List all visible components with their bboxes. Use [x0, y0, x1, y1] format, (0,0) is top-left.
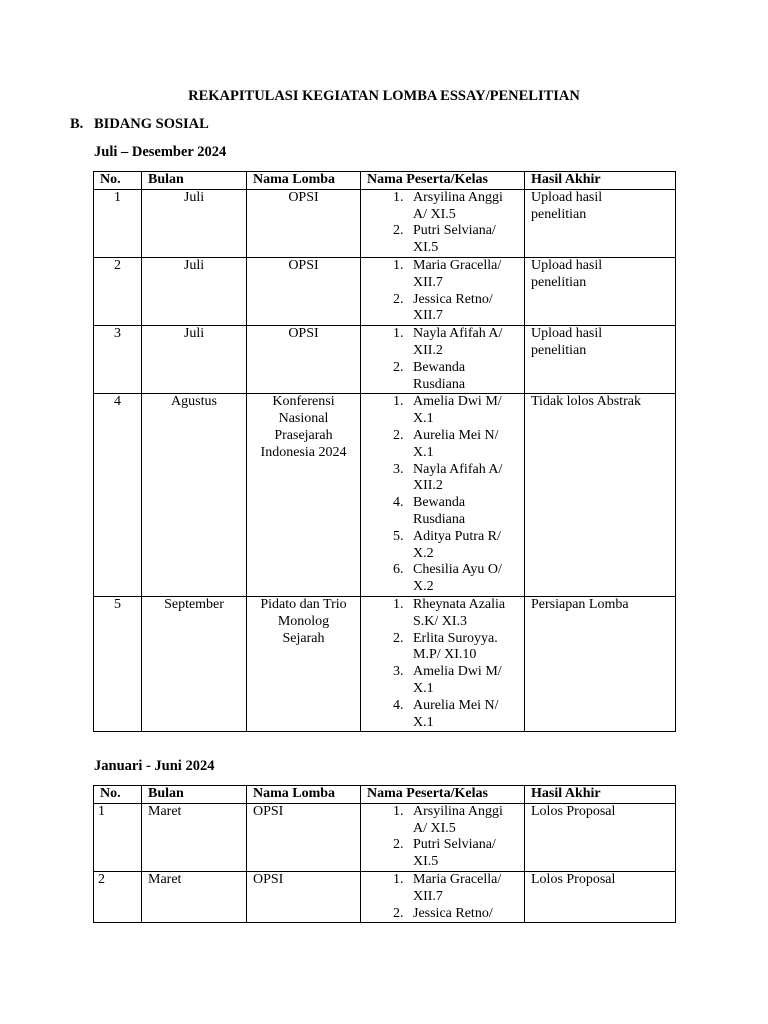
col-header-bulan: Bulan: [142, 172, 247, 190]
cell-line: XII.2: [413, 342, 443, 358]
participant-item: [367, 462, 518, 496]
cell-bulan: Juli: [142, 257, 247, 325]
participant-number: 2.: [393, 630, 404, 646]
col-header-no: No.: [94, 786, 142, 804]
participant-number: 2.: [393, 223, 404, 239]
cell-peserta: [361, 326, 525, 394]
cell-line: X.1: [413, 680, 434, 696]
participant-number: 6.: [393, 562, 404, 578]
cell-peserta: [361, 803, 525, 871]
participant-number: 5.: [393, 528, 404, 544]
table-row: [94, 803, 676, 871]
cell-line: Maria Gracella/: [413, 257, 502, 273]
participant-list: [367, 258, 518, 325]
cell-line: Upload hasil: [531, 257, 603, 273]
participant-list: [367, 804, 518, 871]
participant-item: [367, 872, 518, 906]
cell-line: Nasional: [278, 411, 329, 427]
participant-number: 1.: [393, 257, 404, 273]
cell-line: X.1: [413, 714, 434, 730]
cell-nama-lomba: OPSI: [247, 871, 361, 922]
cell-bulan: Juli: [142, 326, 247, 394]
cell-peserta: [361, 189, 525, 257]
participant-list: [367, 326, 518, 393]
table-row: [94, 871, 676, 922]
cell-nama-lomba: [247, 596, 361, 731]
cell-nama-lomba: [247, 394, 361, 597]
cell-bulan: Agustus: [142, 394, 247, 597]
cell-hasil-akhir: [525, 394, 676, 597]
participant-number: 3.: [393, 461, 404, 477]
cell-peserta: [361, 871, 525, 922]
cell-line: S.K/ XI.3: [413, 613, 468, 629]
cell-line: Upload hasil: [531, 189, 603, 205]
cell-line: Putri Selviana/: [413, 223, 496, 239]
competition-table: [93, 785, 676, 923]
cell-bulan: Maret: [142, 803, 247, 871]
participant-number: 4.: [393, 495, 404, 511]
participant-item: [367, 292, 518, 326]
participant-number: 1.: [393, 394, 404, 410]
participant-number: 4.: [393, 697, 404, 713]
section-title: BIDANG SOSIAL: [94, 116, 209, 132]
participant-item: [367, 360, 518, 394]
participant-list: [367, 190, 518, 257]
col-header-no: No.: [94, 172, 142, 190]
cell-line: penelitian: [531, 274, 587, 290]
cell-line: Lolos Proposal: [531, 803, 616, 819]
participant-number: 2.: [393, 905, 404, 921]
cell-line: Pidato dan Trio: [260, 596, 347, 612]
cell-line: Arsyilina Anggi: [413, 803, 503, 819]
cell-no: 2: [94, 871, 142, 922]
cell-nama-lomba: OPSI: [247, 803, 361, 871]
cell-line: XII.7: [413, 274, 443, 290]
cell-line: Aurelia Mei N/: [413, 427, 499, 443]
cell-hasil-akhir: [525, 871, 676, 922]
participant-number: 2.: [393, 837, 404, 853]
cell-line: Monolog: [277, 613, 330, 629]
participant-item: [367, 529, 518, 563]
cell-line: Tidak lolos Abstrak: [531, 394, 641, 410]
cell-no: 5: [94, 596, 142, 731]
participant-item: [367, 428, 518, 462]
table-header-row: [94, 786, 676, 804]
participant-item: [367, 664, 518, 698]
cell-line: X.2: [413, 579, 434, 595]
cell-line: Aditya Putra R/: [413, 528, 501, 544]
cell-line: Bewanda: [413, 495, 466, 511]
cell-line: Jessica Retno/: [413, 291, 493, 307]
cell-line: A/ XI.5: [413, 206, 456, 222]
cell-line: Putri Selviana/: [413, 837, 496, 853]
col-header-bulan: Bulan: [142, 786, 247, 804]
cell-line: Arsyilina Anggi: [413, 189, 503, 205]
table-row: [94, 189, 676, 257]
cell-line: XII.7: [413, 888, 443, 904]
cell-nama-lomba: OPSI: [247, 189, 361, 257]
cell-line: penelitian: [531, 342, 587, 358]
cell-line: Amelia Dwi M/: [413, 664, 502, 680]
cell-hasil-akhir: [525, 189, 676, 257]
participant-item: [367, 562, 518, 596]
cell-no: 1: [94, 189, 142, 257]
participant-item: [367, 495, 518, 529]
participant-item: [367, 631, 518, 665]
participant-list: [367, 597, 518, 731]
cell-line: Bewanda: [413, 359, 466, 375]
participant-item: [367, 394, 518, 428]
participant-number: 1.: [393, 189, 404, 205]
cell-line: X.1: [413, 411, 434, 427]
cell-bulan: Maret: [142, 871, 247, 922]
section-heading: [70, 116, 209, 133]
cell-line: Aurelia Mei N/: [413, 697, 499, 713]
col-header-nama-lomba: Nama Lomba: [247, 172, 361, 190]
cell-line: XI.5: [413, 854, 439, 870]
table-row: [94, 326, 676, 394]
participant-item: [367, 223, 518, 257]
table-row: [94, 394, 676, 597]
participant-item: [367, 258, 518, 292]
col-header-nama-lomba: Nama Lomba: [247, 786, 361, 804]
cell-nama-lomba: OPSI: [247, 257, 361, 325]
participant-item: [367, 326, 518, 360]
cell-line: Rusdiana: [413, 376, 466, 392]
col-header-peserta: Nama Peserta/Kelas: [361, 172, 525, 190]
cell-line: Nayla Afifah A/: [413, 461, 503, 477]
page-title: REKAPITULASI KEGIATAN LOMBA ESSAY/PENELITIAN: [188, 88, 580, 104]
cell-line: Sejarah: [282, 630, 325, 646]
cell-line: Erlita Suroyya.: [413, 630, 498, 646]
participant-item: [367, 906, 518, 923]
participant-number: 3.: [393, 664, 404, 680]
cell-bulan: September: [142, 596, 247, 731]
cell-line: Jessica Retno/: [413, 905, 493, 921]
participant-number: 2.: [393, 359, 404, 375]
cell-line: X.2: [413, 545, 434, 561]
cell-no: 1: [94, 803, 142, 871]
participant-number: 1.: [393, 326, 404, 342]
participant-number: 2.: [393, 427, 404, 443]
cell-line: XII.7: [413, 308, 443, 324]
cell-line: Upload hasil: [531, 326, 603, 342]
cell-no: 3: [94, 326, 142, 394]
participant-list: [367, 394, 518, 596]
participant-item: [367, 190, 518, 224]
cell-line: Prasejarah: [274, 427, 333, 443]
col-header-hasil: Hasil Akhir: [525, 786, 676, 804]
cell-hasil-akhir: [525, 326, 676, 394]
cell-line: X.1: [413, 444, 434, 460]
participant-item: [367, 804, 518, 838]
participant-number: 1.: [393, 596, 404, 612]
cell-bulan: Juli: [142, 189, 247, 257]
participant-item: [367, 837, 518, 871]
section-letter: B.: [70, 116, 84, 132]
participant-number: 1.: [393, 871, 404, 887]
cell-line: Maria Gracella/: [413, 871, 502, 887]
cell-line: Amelia Dwi M/: [413, 394, 502, 410]
cell-line: Rusdiana: [413, 511, 466, 527]
table-body: [94, 803, 676, 923]
col-header-hasil: Hasil Akhir: [525, 172, 676, 190]
participant-number: 1.: [393, 803, 404, 819]
cell-line: Rheynata Azalia: [413, 596, 506, 612]
cell-no: 4: [94, 394, 142, 597]
competition-table: [93, 171, 676, 732]
cell-line: penelitian: [531, 206, 587, 222]
cell-line: XII.2: [413, 478, 443, 494]
cell-peserta: [361, 596, 525, 731]
table-row: [94, 257, 676, 325]
cell-line: Nayla Afifah A/: [413, 326, 503, 342]
cell-line: Persiapan Lomba: [531, 596, 629, 612]
cell-line: A/ XI.5: [413, 820, 456, 836]
cell-no: 2: [94, 257, 142, 325]
col-header-peserta: Nama Peserta/Kelas: [361, 786, 525, 804]
cell-line: Lolos Proposal: [531, 871, 616, 887]
cell-hasil-akhir: [525, 596, 676, 731]
period-heading: Juli – Desember 2024: [94, 144, 227, 160]
table-row: [94, 596, 676, 731]
cell-line: Konferensi: [272, 394, 335, 410]
participant-list: [367, 872, 518, 922]
cell-hasil-akhir: [525, 803, 676, 871]
cell-line: Indonesia 2024: [260, 444, 347, 460]
cell-hasil-akhir: [525, 257, 676, 325]
cell-line: M.P/ XI.10: [413, 647, 477, 663]
table-header-row: [94, 172, 676, 190]
cell-line: XI.5: [413, 240, 439, 256]
participant-number: 2.: [393, 291, 404, 307]
table-body: [94, 189, 676, 732]
cell-line: Chesilia Ayu O/: [413, 562, 502, 578]
cell-peserta: [361, 394, 525, 597]
period-heading: Januari - Juni 2024: [94, 758, 215, 774]
cell-peserta: [361, 257, 525, 325]
participant-item: [367, 698, 518, 732]
cell-nama-lomba: OPSI: [247, 326, 361, 394]
participant-item: [367, 597, 518, 631]
